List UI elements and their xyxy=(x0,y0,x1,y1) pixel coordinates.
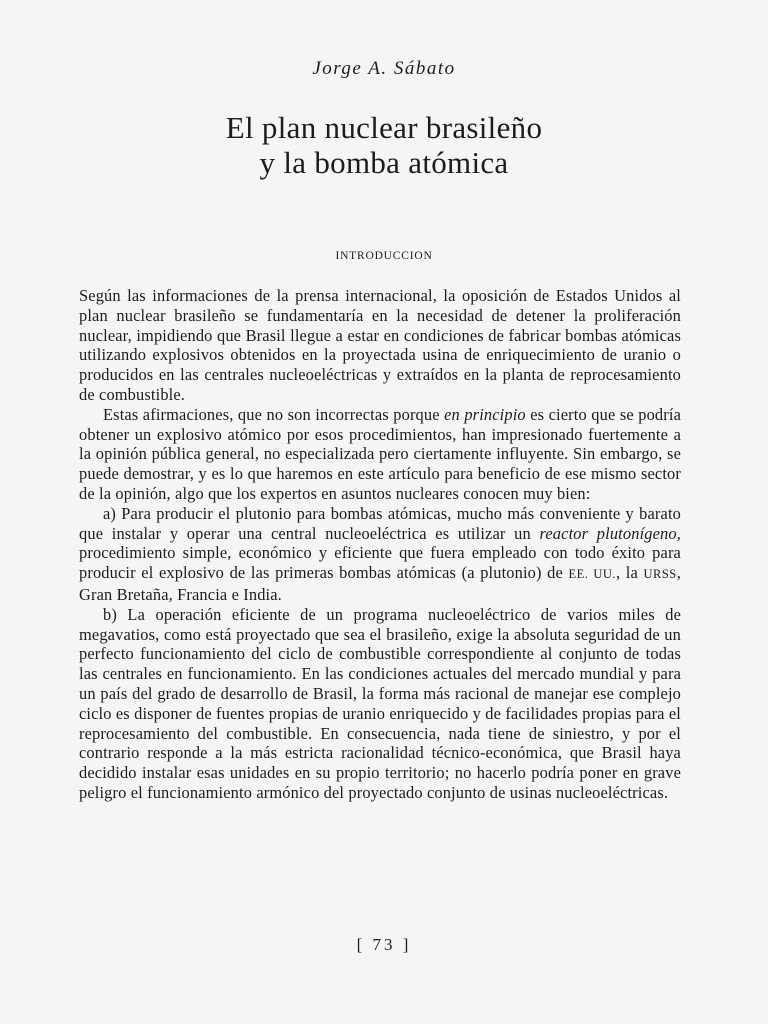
paragraph-2-end: es cierto que se podría obtener un explosivo atómico por esos procedimientos, han impresionado fuertemente a la opinión pública general, no especializada pero ciertamente influyente. Sin embargo, se puede demostrar, y es lo que haremos en este artículo para beneficio de ese mismo sector de la opinión, algo que los expertos en asuntos nucleares conocen muy bien: xyxy=(79,404,681,503)
paragraph-2-start: Estas afirmaciones, que no son incorrectas porque xyxy=(103,404,445,424)
point-a-end: , Gran Bretaña, Francia e India. xyxy=(79,563,681,604)
page-number: [ 73 ] xyxy=(356,935,412,954)
article-title xyxy=(0,110,768,180)
title-line-1: El plan nuclear brasileño xyxy=(225,110,543,145)
point-a-middle: procedimiento simple, económico y eficiente que fuera empleado con todo éxito para producir el explosivo de las primeras bombas atómicas (a plutonio) de xyxy=(79,543,681,583)
point-a-smallcaps-1: EE. UU. xyxy=(568,567,616,582)
paragraph-1: Según las informaciones de la prensa internacional, la oposición de Estados Unidos al plan nuclear brasileño se fundamentaría en la necesidad de detener la proliferación nuclear, impidiendo que Brasil llegue a estar en condiciones de fabricar bombas atómicas utilizando explosivos obtenidos en la proyectada usina de enriquecimiento de uranio o producidos en las centrales nucleoeléctricas y extraídos en la planta de reprocesamiento de combustible. xyxy=(79,286,681,404)
paragraph-2-italic: en principio xyxy=(444,404,526,424)
point-a-italic: reactor plutonígeno, xyxy=(539,523,681,543)
section-heading: INTRODUCCION xyxy=(335,250,433,262)
point-a-start: a) Para producir el plutonio para bombas atómicas, mucho más conveniente y barato que instalar y operar una central nucleoeléctrica es utilizar un xyxy=(79,503,681,543)
point-a-smallcaps-2: URSS xyxy=(643,567,677,582)
paragraph-2 xyxy=(79,405,681,504)
point-a xyxy=(79,504,681,605)
author-name: Jorge A. Sábato xyxy=(312,58,456,79)
point-b: b) La operación eficiente de un programa nucleoeléctrico de varios miles de megavatios, como está proyectado que sea el brasileño, exige la absoluta seguridad de un perfecto funcionamiento del ciclo de combustible correspondiente al conjunto de todas las centrales en funcionamiento. En las condiciones actuales del mercado mundial y para un país del grado de desarrollo de Brasil, la forma más racional de manejar ese complejo ciclo es disponer de fuentes propias de uranio enriquecido y de facilidades propias para el reprocesamiento del combustible. En consecuencia, nada tiene de siniestro, y por el contrario responde a la más estricta racionalidad técnico-económica, que Brasil haya decidido instalar esas unidades en su propio territorio; no hacerlo podría poner en grave peligro el funcionamiento armónico del proyectado conjunto de usinas nucleoeléctricas. xyxy=(79,604,681,802)
point-a-middle-2: , la xyxy=(616,563,644,583)
body-text xyxy=(79,286,681,803)
title-line-2: y la bomba atómica xyxy=(259,145,509,180)
